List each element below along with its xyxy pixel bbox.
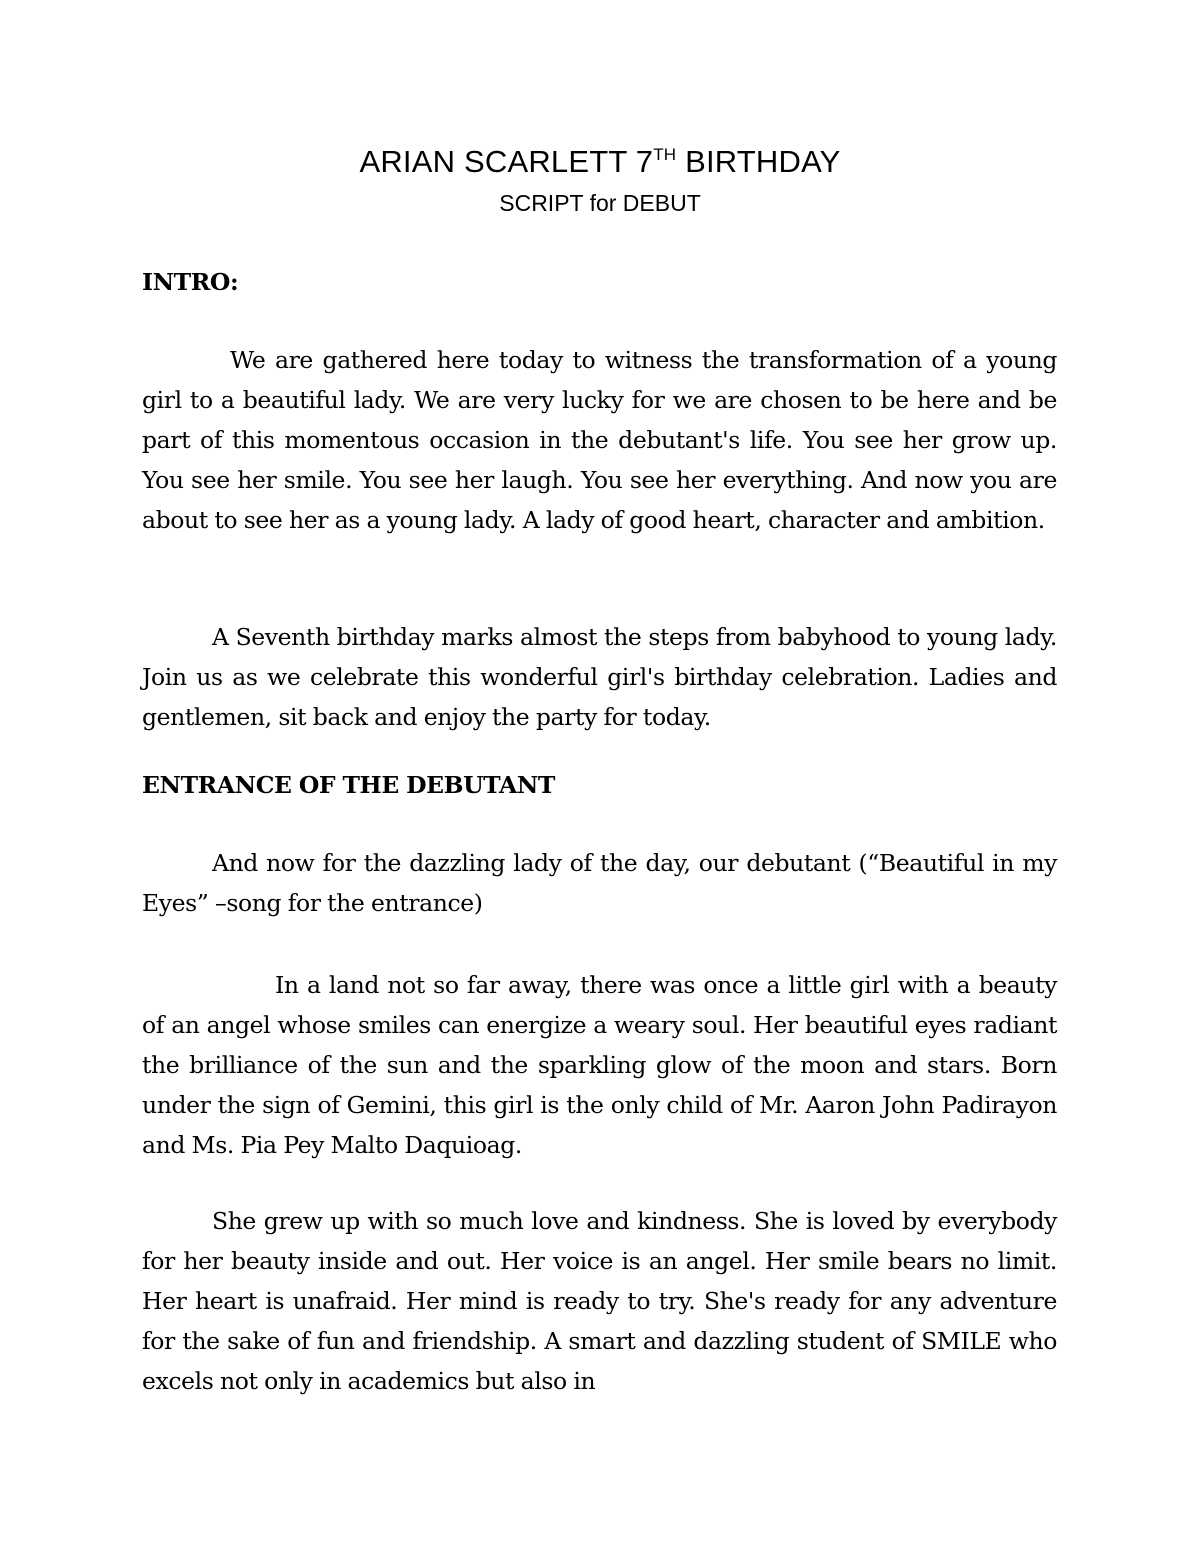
entrance-heading-block: [142, 765, 1057, 805]
entrance-paragraph-2-block: [142, 965, 1057, 1165]
entrance-paragraph-3-block: [142, 1201, 1057, 1401]
title-superscript: TH: [653, 145, 677, 164]
entrance-paragraph-2: In a land not so far away, there was once a little girl with a beauty of an angel whose smiles can energize a weary soul. Her beautiful eyes radiant the brilliance of the sun and the sparkling glow of the moon and stars. Born under the sign of Gemini, this girl is the only child of Mr. Aaron John Padirayon and Ms. Pia Pey Malto Daquioag.: [142, 971, 1057, 1159]
entrance-heading: ENTRANCE OF THE DEBUTANT: [142, 771, 555, 799]
intro-paragraph-1-block: [142, 340, 1057, 540]
intro-paragraph-1: We are gathered here today to witness the transformation of a young girl to a beautiful lady. We are very lucky for we are chosen to be here and be part of this momentous occasion in the debutant's life. You see her grow up. You see her smile. You see her laugh. You see her everything. And now you are about to see her as a young lady. A lady of good heart, character and ambition.: [142, 346, 1057, 534]
entrance-paragraph-1: And now for the dazzling lady of the day, our debutant (“Beautiful in my Eyes” –song for the entrance): [142, 849, 1057, 917]
intro-heading: INTRO:: [142, 268, 239, 296]
title-main: ARIAN SCARLETT 7: [359, 144, 654, 179]
title-end: BIRTHDAY: [676, 144, 841, 179]
entrance-paragraph-3: She grew up with so much love and kindness. She is loved by everybody for her beauty inside and out. Her voice is an angel. Her smile bears no limit. Her heart is unafraid. Her mind is ready to try. She's ready for any adventure for the sake of fun and friendship. A smart and dazzling student of SMILE who excels not only in academics but also in: [142, 1207, 1057, 1395]
title-block: [0, 142, 1200, 218]
document-title: [0, 142, 1200, 182]
intro-paragraph-2-block: [142, 617, 1057, 737]
intro-paragraph-2: A Seventh birthday marks almost the steps from babyhood to young lady. Join us as we celebrate this wonderful girl's birthday celebration. Ladies and gentlemen, sit back and enjoy the party for today.: [142, 623, 1057, 731]
entrance-paragraph-1-block: [142, 843, 1057, 923]
document-subtitle: SCRIPT for DEBUT: [499, 190, 701, 216]
intro-heading-block: [142, 262, 1057, 302]
